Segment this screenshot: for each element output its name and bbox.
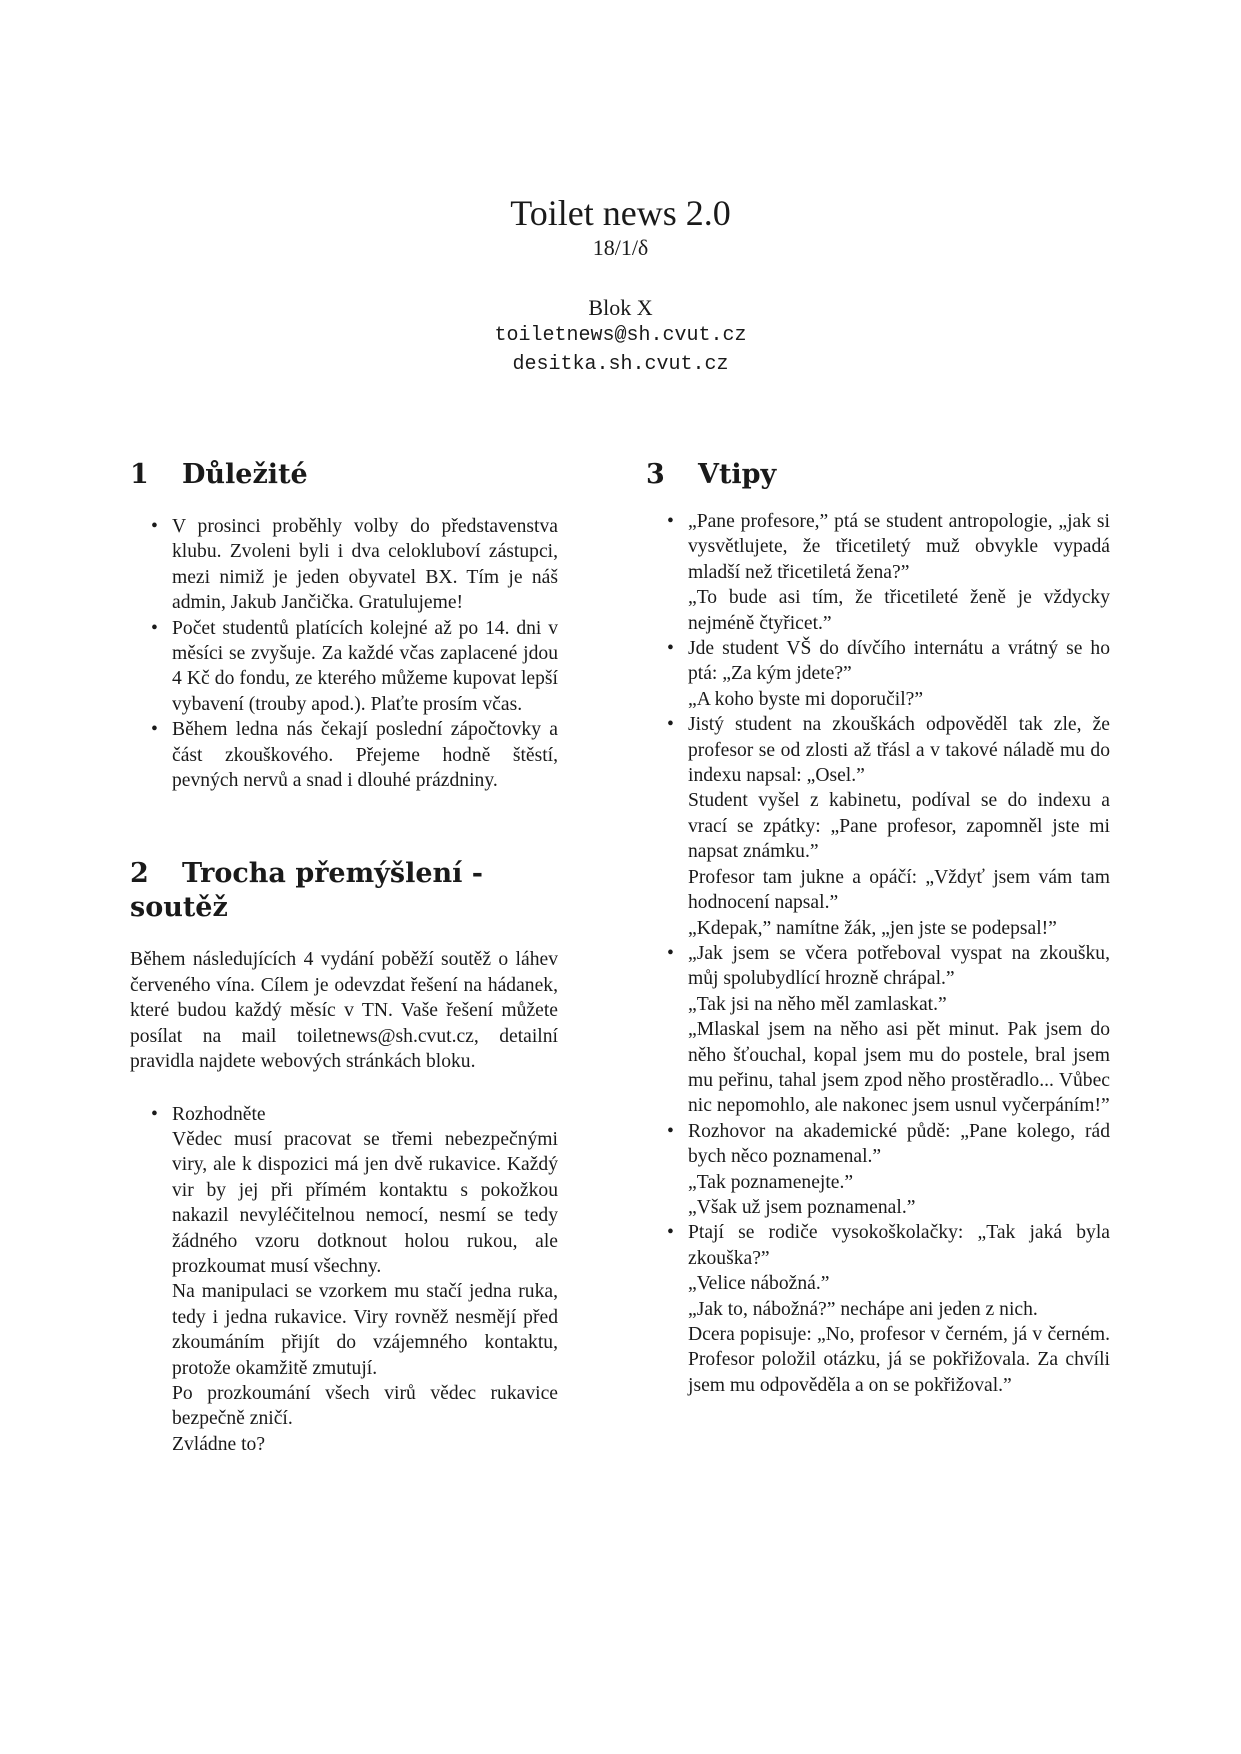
- jokes-list: [646, 509, 1110, 1398]
- joke-item: [646, 509, 1110, 636]
- joke-line: „Tak poznamenejte.”: [688, 1171, 854, 1193]
- puzzle-question: Zvládne to?: [172, 1433, 266, 1455]
- list-item: • V prosinci proběhly volby do představenstva klubu. Zvoleni byli i dva celokluboví zástupci, mezi nimiž je jeden obyvatel BX. Tím je náš admin, Jakub Jančička. Gratulujeme!: [130, 514, 558, 616]
- contact-web: desitka.sh.cvut.cz: [512, 353, 729, 376]
- puzzle-title: • Rozhodněte: [172, 1103, 266, 1125]
- contact-email: toiletnews@sh.cvut.cz: [494, 324, 747, 347]
- joke-line: • „Jak jsem se včera potřeboval vyspat na zkoušku, můj spolubydlící hrozně chrápal.”: [688, 942, 1110, 990]
- section-title: Vtipy: [698, 459, 777, 490]
- joke-line: Profesor tam jukne a opáčí: „Vždyť jsem vám tam hodnocení napsal.”: [688, 866, 1110, 914]
- section-number: 1: [130, 459, 149, 490]
- list-item: • Počet studentů platících kolejné až po 14. dni v měsíci se zvyšuje. Za každé včas zaplacené jdou 4 Kč do fondu, ze kterého můžeme kupovat lepší vybavení (trouby apod.). Plaťte prosím včas.: [130, 616, 558, 718]
- joke-line: • Jde student VŠ do dívčího internátu a vrátný se ho ptá: „Za kým jdete?”: [688, 638, 1110, 685]
- list-item: • Během ledna nás čekají poslední zápočtovky a část zkouškového. Přejeme hodně štěstí, pevných nervů a snad i dlouhé prázdniny.: [130, 717, 558, 793]
- news-list: [130, 514, 558, 793]
- joke-line: • „Pane profesore,” ptá se student antropologie, „jak si vysvětlujete, že třicetiletý muž obvykle vypadá mladší než třicetiletá žena?”: [688, 511, 1110, 583]
- joke-line: „Kdepak,” namítne žák, „jen jste se podepsal!”: [688, 917, 1057, 939]
- joke-line: „Tak jsi na něho měl zamlaskat.”: [688, 993, 947, 1015]
- list-item: [130, 1102, 558, 1458]
- page-header: [0, 193, 1241, 379]
- section-heading-dulezite: [130, 458, 558, 492]
- section-number: 3: [646, 459, 665, 490]
- puzzle-paragraph: Po prozkoumání všech virů vědec rukavice bezpečně zničí.: [172, 1382, 558, 1430]
- joke-line: Student vyšel z kabinetu, podíval se do indexu a vrací se zpátky: „Pane profesor, zapomněl jste mi napsat známku.”: [688, 790, 1110, 863]
- joke-line: Dcera popisuje: „No, profesor v černém, já v černém. Profesor položil otázku, já se pokřižovala. Za chvíli jsem mu odpověděla a on se pokřižoval.”: [688, 1324, 1110, 1396]
- joke-line: „Jak to, nábožná?” nechápe ani jeden z nich.: [688, 1298, 1038, 1320]
- section-heading-vtipy: [646, 458, 1110, 492]
- joke-line: „Však už jsem poznamenal.”: [688, 1196, 916, 1218]
- joke-item: [646, 941, 1110, 1119]
- section-heading-soutez: [130, 857, 558, 925]
- joke-line: „A koho byste mi doporučil?”: [688, 688, 924, 710]
- right-column: [646, 458, 1110, 1398]
- section-title: Důležité: [182, 459, 308, 490]
- puzzle-list: [130, 1102, 558, 1458]
- issue-number: 18/1/δ: [592, 235, 649, 260]
- left-column: [130, 458, 558, 1457]
- joke-line: „To bude asi tím, že třicetileté ženě je vždycky nejméně čtyřicet.”: [688, 587, 1110, 634]
- puzzle-paragraph: Vědec musí pracovat se třemi nebezpečnými viry, ale k dispozici má jen dvě rukavice. Každý vir by jej při přímém kontaktu s pokožkou nakazil nevyléčitelnou nemocí, nesmí se tedy žádného vzoru dotknout holou rukou, ale prozkoumat musí všechny.: [172, 1128, 558, 1277]
- joke-line: • Ptají se rodiče vysokoškolačky: „Tak jaká byla zkouška?”: [688, 1222, 1110, 1269]
- section-title: Trocha přemýšlení - soutěž: [130, 858, 483, 924]
- joke-item: [646, 1220, 1110, 1398]
- newsletter-title: Toilet news 2.0: [510, 193, 731, 233]
- section-number: 2: [130, 858, 149, 890]
- joke-line: „Mlaskal jsem na něho asi pět minut. Pak jsem do něho šťouchal, kopal jsem mu do postele, bral jsem mu peřinu, tahal jsem zpod něho prostěradlo... Vůbec nic nepomohlo, ale nakonec jsem usnul vyčerpáním!”: [688, 1019, 1110, 1117]
- joke-line: „Velice nábožná.”: [688, 1273, 830, 1295]
- joke-item: [646, 1119, 1110, 1221]
- puzzle-paragraph: Na manipulaci se vzorkem mu stačí jedna ruka, tedy i jedna rukavice. Viry rovněž nesmějí před zkoumáním přijít do vzájemného kontaktu, protože okamžitě zmutují.: [172, 1281, 558, 1379]
- contest-intro: Během následujících 4 vydání poběží soutěž o láhev červeného vína. Cílem je odevzdat řešení na hádanek, které budou každý měsíc v TN. Vaše řešení můžete posílat na mail toiletnews@sh.cvut.cz, detailní pravidla najdete webových stránkách bloku.: [130, 949, 558, 1073]
- block-name: Blok X: [588, 295, 653, 320]
- joke-line: • Rozhovor na akademické půdě: „Pane kolego, rád bych něco poznamenal.”: [688, 1120, 1110, 1168]
- joke-item: [646, 636, 1110, 712]
- joke-item: [646, 712, 1110, 941]
- joke-line: • Jistý student na zkouškách odpověděl tak zle, že profesor se od zlosti až třásl a v takové náladě mu do indexu napsal: „Osel.”: [688, 714, 1110, 787]
